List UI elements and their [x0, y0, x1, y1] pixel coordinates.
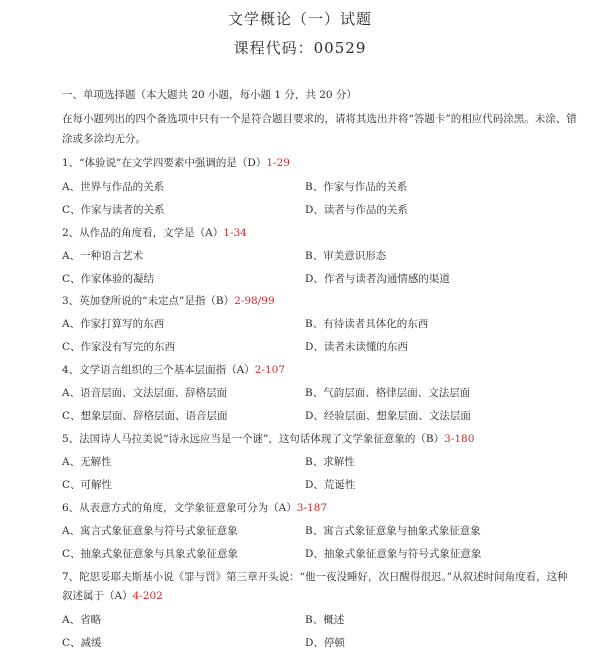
question-stem-text: 6、从表意方式的角度，文学象征意象可分为（A） [62, 502, 297, 514]
page-reference: 1-29 [266, 157, 290, 169]
question-3-option-a: A、作家打算写的东西 [62, 318, 165, 330]
question-1-option-c: C、作家与读者的关系 [62, 204, 165, 216]
question-stem-text: 4、文学语言组织的三个基本层面指（A） [62, 364, 255, 376]
question-6-option-a: A、寓言式象征意象与符号式象征意象 [62, 525, 238, 537]
question-1-option-d: D、读者与作品的关系 [305, 204, 408, 216]
question-stem-text: 叙述属于（A） [62, 590, 133, 602]
question-3-option-c: C、作家没有写完的东西 [62, 341, 176, 353]
instruction-line-2: 涂或多涂均无分。 [62, 133, 146, 145]
section-heading: 一、单项选择题（本大题共 20 小题，每小题 1 分，共 20 分） [62, 89, 357, 101]
question-2-stem [62, 226, 247, 240]
question-4-option-d: D、经验层面、想象层面、文法层面 [305, 410, 471, 422]
question-6-option-b: B、寓言式象征意象与抽象式象征意象 [305, 525, 481, 537]
question-2-option-c: C、作家体验的凝结 [62, 273, 155, 285]
question-3-option-d: D、读者未读懂的东西 [305, 341, 408, 353]
page-reference: 1-34 [223, 227, 247, 239]
question-7-option-c: C、减缓 [62, 637, 102, 649]
question-stem-text: 1、“体验说”在文学四要素中强调的是（D） [62, 157, 267, 169]
question-stem-text: 3、英加登所说的“未定点”是指（B） [62, 295, 235, 307]
instruction-line-1: 在每小题列出的四个备选项中只有一个是符合题目要求的，请将其选出并将“答题卡”的相应代码涂黑。未涂、错 [62, 113, 577, 125]
question-3-option-b: B、有待读者具体化的东西 [305, 318, 429, 330]
page-reference: 4-202 [132, 590, 163, 602]
question-7-stem: 7、陀思妥耶夫斯基小说《罪与罚》第三章开头说：“他一夜没睡好，次日醒得很迟。”从叙述时间角度看，这种 [62, 571, 568, 583]
question-2-option-b: B、审美意识形态 [305, 250, 387, 262]
question-5-stem [62, 432, 474, 446]
question-6-stem [62, 501, 327, 515]
question-5-option-a: A、无解性 [62, 456, 112, 468]
page-reference: 3-180 [444, 433, 475, 445]
question-5-option-d: D、荒诞性 [305, 479, 356, 491]
page-reference: 3-187 [296, 502, 328, 514]
page-reference: 2-98/99 [234, 295, 275, 307]
question-2-option-a: A、一种语言艺术 [62, 250, 144, 262]
question-4-option-c: C、想象层面、辞格层面、语音层面 [62, 410, 228, 422]
question-7-option-b: B、概述 [305, 614, 345, 626]
course-code: 课程代码：00529 [233, 39, 367, 57]
question-1-option-b: B、作家与作品的关系 [305, 181, 408, 193]
question-1-stem [62, 156, 290, 170]
question-4-option-b: B、气韵层面、格律层面、文法层面 [305, 387, 471, 399]
question-6-option-d: D、抽象式象征意象与符号式象征意象 [305, 548, 482, 560]
question-1-option-a: A、世界与作品的关系 [62, 181, 165, 193]
question-stem-text: 2、从作品的角度看，文学是（A） [62, 227, 224, 239]
question-5-option-c: C、可解性 [62, 479, 113, 491]
question-7-stem-continued [62, 589, 163, 603]
question-6-option-c: C、抽象式象征意象与具象式象征意象 [62, 548, 239, 560]
question-3-stem [62, 294, 275, 308]
question-2-option-d: D、作者与读者沟通情感的渠道 [305, 273, 450, 285]
question-4-option-a: A、语音层面、文法层面、辞格层面 [62, 387, 228, 399]
question-stem-text: 5、法国诗人马拉美说“诗永远应当是一个谜”，这句话体现了文学象征意象的（B） [62, 433, 445, 445]
question-7-option-a: A、省略 [62, 614, 102, 626]
question-7-option-d: D、停顿 [305, 637, 345, 649]
page-title: 文学概论（一）试题 [227, 10, 372, 28]
question-4-stem [62, 363, 285, 377]
question-5-option-b: B、求解性 [305, 456, 355, 468]
page-reference: 2-107 [254, 364, 286, 376]
